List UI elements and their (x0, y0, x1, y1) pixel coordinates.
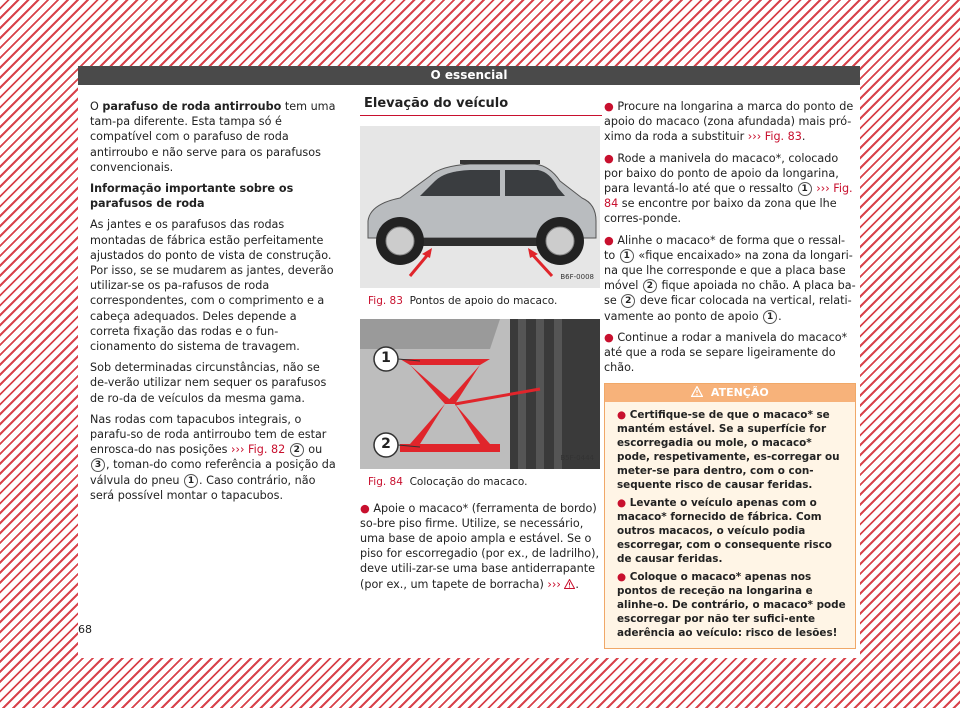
bullet-icon: ● (617, 497, 627, 510)
figure-code: B5F-0444 (560, 454, 594, 463)
ref-number: 1 (798, 182, 812, 196)
ref-number: 1 (184, 474, 198, 488)
column-middle (360, 96, 602, 598)
figure-83-caption: Fig. 83 Pontos de apoio do macaco. (368, 295, 558, 308)
figure-84-jack (360, 319, 600, 469)
manual-page (78, 66, 860, 658)
ref-number: 2 (621, 294, 635, 308)
fig83-link[interactable]: ››› Fig. 83 (747, 130, 802, 144)
ref-number: 2 (643, 279, 657, 293)
marker-1: 1 (381, 350, 391, 367)
warning-box (604, 383, 856, 649)
figure-code: B6F-0008 (560, 273, 594, 281)
ref-number: 1 (620, 249, 634, 263)
bullet-icon: ● (604, 233, 614, 247)
warning-item: ● Coloque o macaco* apenas nos pontos de receção na longarina e alinhe-o. De contrário, o macaco* pode escorregar por não ter sufici-ente aderência ao veículo: risco de lesões! (617, 571, 846, 640)
bullet-icon: ● (617, 571, 627, 584)
fig84-link[interactable]: ››› Fig. 84 (604, 182, 853, 211)
ref-number: 3 (91, 458, 105, 472)
ref-number: 2 (290, 443, 304, 457)
bullet-mark: ● Procure na longarina a marca do ponto de apoio do macaco (zona afundada) mais pró-ximo da roda a substituir ››› Fig. 83. (604, 100, 854, 144)
column-left (90, 99, 338, 509)
figure-83-car (360, 126, 600, 288)
section-title: Elevação do veículo (360, 96, 602, 116)
warning-title: ATENÇÃO (710, 386, 769, 400)
car-side-illustration (360, 126, 600, 288)
paragraph-antitheft: O parafuso de roda antirroubo tem uma tam-pa diferente. Esta tampa só é compatível com o parafuso de roda antirroubo e não serve para os parafusos convencionais. (90, 100, 336, 174)
marker-2: 2 (381, 436, 391, 453)
bullet-icon: ● (604, 330, 614, 344)
figure-84-caption: Fig. 84 Colocação do macaco. (368, 476, 528, 489)
bullet-continue: ● Continue a rodar a manivela do macaco* até que a roda se separe ligeiramente do chão. (604, 330, 848, 375)
bullet-align: ● Alinhe o macaco* de forma que o ressal-to 1 «fique encaixado» na zona da longari-na que lhe corresponde e que a placa base móvel 2 fique apoiada no chão. A placa ba-se 2 deve ficar colocada na vertical, relati-vamente ao ponto de apoio 1 . (604, 233, 856, 323)
bullet-icon: ● (617, 409, 627, 422)
bullet-icon: ● (604, 100, 614, 113)
bullet-jack-support: ● Apoie o macaco* (ferramenta de bordo) so-bre piso firme. Utilize, se necessário, uma base de apoio ampla e estável. Se o piso for escorregadio (por ex., de ladrilho), deve utili-zar-se uma base antiderrapante (por ex., um tapete de borracha) ››› . (360, 501, 600, 591)
warning-body (605, 402, 855, 648)
bullet-icon: ● (360, 501, 370, 515)
wheel-bolts-heading: Informação importante sobre os parafusos de roda (90, 182, 294, 211)
warning-triangle-icon (691, 386, 703, 397)
warning-header (605, 384, 855, 402)
antitheft-term: parafuso de roda antirroubo (102, 100, 282, 113)
paragraph-hubcaps: Nas rodas com tapacubos integrais, o parafu-so de roda antirroubo tem de estar enrosca-do nas posições ››› Fig. 82 2 ou 3 , toman-do como referência a posição da válvula do pneu 1 . Caso contrário, não será possível montar o tapacubos. (90, 412, 336, 502)
paragraph-same-range: Sob determinadas circunstâncias, não se de-verão utilizar nem sequer os parafusos de ro-da de veículos da mesma gama. (90, 361, 327, 405)
page-header: O essencial (78, 66, 860, 85)
warning-item: ● Certifique-se de que o macaco* se mantém estável. Se a superfície for escorregadia ou mole, o macaco* pode, respetivamente, es-corregar ou meter-se para dentro, com o con-sequente risco de causar feridas. (617, 409, 840, 492)
bullet-crank: ● Rode a manivela do macaco*, colocado por baixo do ponto de apoio da longarina, para levantá-lo até que o ressalto 1 ››› Fig. 84 se encontre por baixo da zona que lhe corres-ponde. (604, 151, 853, 226)
warning-triangle-icon (564, 579, 575, 589)
page-number: 68 (78, 623, 92, 636)
warning-item: ● Levante o veículo apenas com o macaco* fornecido de fábrica. Com outros macacos, o veículo podia escorregar, com o consequente risco de causar feridas. (617, 497, 832, 566)
jack-illustration (360, 319, 600, 469)
paragraph-rims: As jantes e os parafusos das rodas montadas de fábrica estão perfeitamente ajustados do ponto de vista de construção. Por isso, se se mudarem as jantes, deverão utilizar-se os pa-rafusos de roda correspondentes, com o comprimento e a cabeça adequados. Deles depende a correta fixação das rodas e o fun-cionamento do sistema de travagem. (90, 218, 334, 354)
ref-number: 1 (763, 310, 777, 324)
warning-link[interactable]: ››› (547, 577, 561, 591)
column-right (604, 99, 856, 649)
bullet-icon: ● (604, 151, 614, 165)
fig82-link[interactable]: ››› Fig. 82 (231, 443, 286, 457)
